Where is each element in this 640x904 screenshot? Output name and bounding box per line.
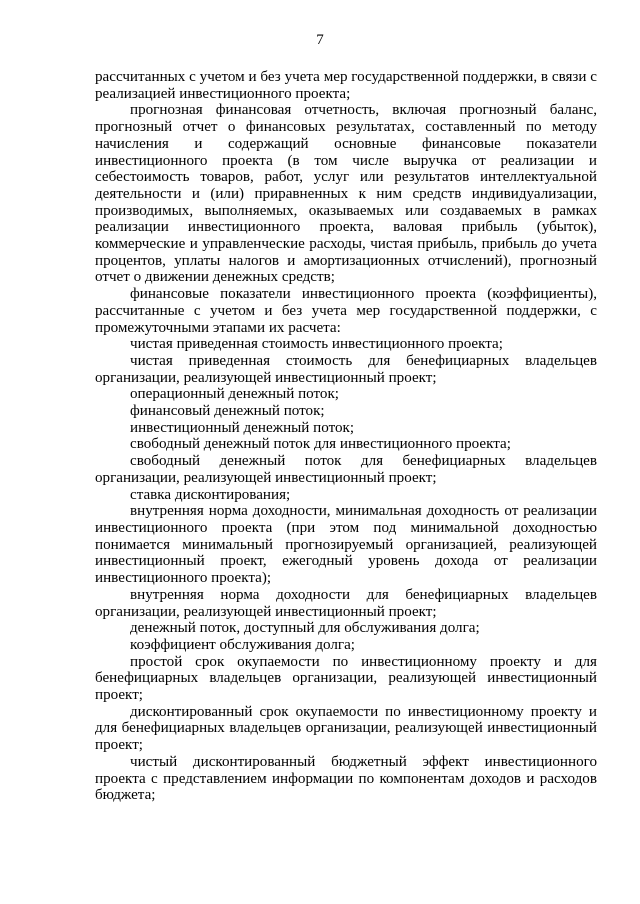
paragraph: прогнозная финансовая отчетность, включая прогнозный баланс, прогнозный отчет о финансовых результатах, составленный по методу начисления и содержащий основные финансовые показатели инвестиционного проекта (в том числе выручка от реализации и себестоимость товаров, работ, услуг или результатов интеллектуальной деятельности и (или) приравненных к ним средств индивидуализации, производимых, выполняемых, оказываемых или создаваемых в рамках реализации инвестиционного проекта, валовая прибыль (убыток), коммерческие и управленческие расходы, чистая прибыль, прибыль до учета процентов, уплаты налогов и амортизационных отчислений), прогнозный отчет о движении денежных средств; [95, 102, 597, 286]
paragraph: денежный поток, доступный для обслуживания долга; [130, 620, 480, 637]
paragraph: чистая приведенная стоимость инвестиционного проекта; [130, 336, 503, 353]
paragraph: операционный денежный поток; [130, 386, 339, 403]
paragraph: простой срок окупаемости по инвестиционному проекту и для бенефициарных владельцев организации, реализующей инвестиционный проект; [95, 653, 597, 704]
paragraph: финансовые показатели инвестиционного проекта (коэффициенты), рассчитанные с учетом и без учета мер государственной поддержки, с промежуточными этапами их расчета: [95, 286, 597, 336]
paragraph: внутренняя норма доходности для бенефициарных владельцев организации, реализующей инвестиционный проект; [95, 586, 597, 620]
paragraph: финансовый денежный поток; [130, 403, 325, 420]
paragraph: ставка дисконтирования; [130, 486, 291, 503]
paragraph: свободный денежный поток для инвестиционного проекта; [130, 436, 511, 453]
paragraph: инвестиционный денежный поток; [130, 419, 355, 436]
paragraph: рассчитанных с учетом и без учета мер государственной поддержки, в связи с реализацией инвестиционного проекта; [95, 69, 597, 102]
paragraph: чистая приведенная стоимость для бенефициарных владельцев организации, реализующей инвестиционный проект; [95, 352, 597, 386]
paragraph: внутренняя норма доходности, минимальная доходность от реализации инвестиционного проекта (при этом под минимальной доходностью понимается минимальный прогнозируемый организацией, реализующей инвестиционный проект, ежегодный уровень дохода от реализации инвестиционного проекта); [95, 503, 597, 587]
page-number: 7 [316, 32, 324, 48]
document-body [95, 69, 597, 804]
paragraph: коэффициент обслуживания долга; [130, 636, 355, 653]
paragraph: чистый дисконтированный бюджетный эффект инвестиционного проекта с представлением информации по компонентам доходов и расходов бюджета; [95, 753, 597, 804]
paragraph: дисконтированный срок окупаемости по инвестиционному проекту и для бенефициарных владельцев организации, реализующей инвестиционный проект; [95, 703, 597, 754]
paragraph: свободный денежный поток для бенефициарных владельцев организации, реализующей инвестиционный проект; [95, 453, 597, 486]
